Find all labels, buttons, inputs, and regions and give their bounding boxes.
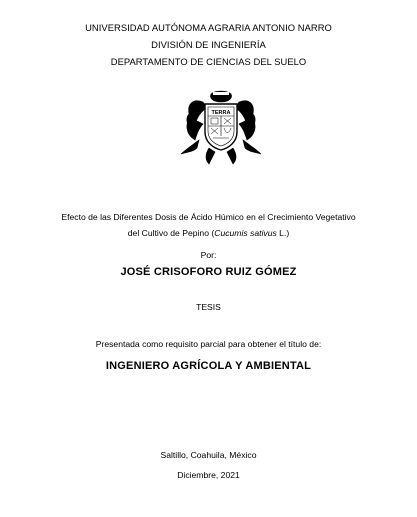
division-name: DIVISIÓN DE INGENIERÍA xyxy=(151,39,266,50)
degree-title: INGENIERO AGRÍCOLA Y AMBIENTAL xyxy=(105,360,312,372)
place: Saltillo, Coahuila, México xyxy=(160,450,257,460)
author-name: JOSÉ CRISOFORO RUIZ GÓMEZ xyxy=(120,266,297,278)
svg-text:TERRA: TERRA xyxy=(211,110,231,116)
by-label: Por: xyxy=(200,250,217,260)
thesis-title-line1: Efecto de las Diferentes Dosis de Ácido Húmico en el Crecimiento Vegetativo xyxy=(61,212,356,222)
university-name: UNIVERSIDAD AUTÓNOMA AGRARIA ANTONIO NARRO xyxy=(85,22,332,33)
thesis-title-line2: del Cultivo de Pepino (Cucumis sativus L.) xyxy=(127,228,290,238)
university-seal-icon xyxy=(175,88,267,168)
department-name: DEPARTAMENTO DE CIENCIAS DEL SUELO xyxy=(110,56,307,67)
date: Diciembre, 2021 xyxy=(177,470,240,480)
presented-text: Presentada como requisito parcial para obtener el título de: xyxy=(95,339,322,349)
document-type: TESIS xyxy=(196,302,221,312)
